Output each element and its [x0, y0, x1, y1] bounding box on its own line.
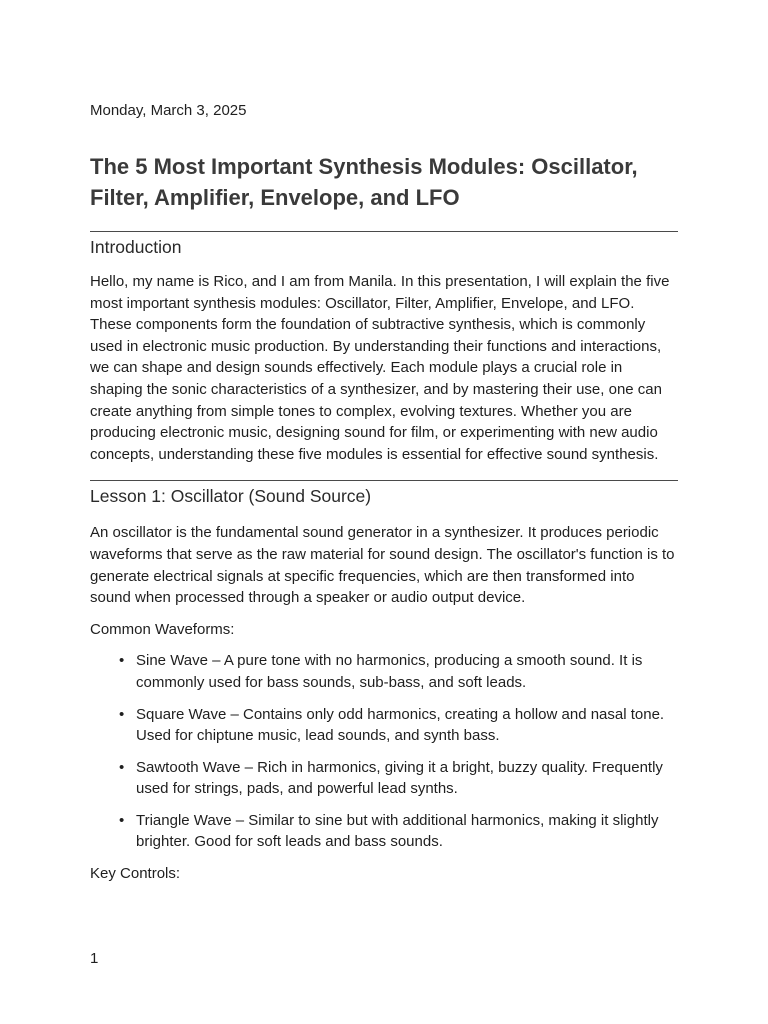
- bullet-icon: •: [119, 811, 125, 829]
- key-controls-label: Key Controls:: [90, 865, 181, 883]
- list-item: [119, 650, 678, 693]
- document-date: Monday, March 3, 2025: [90, 102, 247, 119]
- list-item: [119, 757, 678, 800]
- common-waveforms-label: Common Waveforms:: [90, 620, 235, 638]
- bullet-icon: •: [119, 705, 125, 723]
- bullet-icon: •: [119, 758, 125, 776]
- introduction-heading: Introduction: [90, 237, 182, 257]
- document-title: The 5 Most Important Synthesis Modules: Oscillator, Filter, Amplifier, Envelope, and LFO: [90, 154, 638, 210]
- list-item-text: Triangle Wave – Similar to sine but with additional harmonics, making it slightly brighter. Good for soft leads and bass sounds.: [136, 811, 659, 851]
- lesson-1-heading: Lesson 1: Oscillator (Sound Source): [90, 486, 372, 507]
- list-item-text: Sawtooth Wave – Rich in harmonics, giving it a bright, buzzy quality. Frequently used for strings, pads, and powerful lead synths.: [136, 758, 663, 798]
- list-item-text: Square Wave – Contains only odd harmonics, creating a hollow and nasal tone. Used for chiptune music, lead sounds, and synth bass.: [136, 705, 665, 745]
- list-item-text: Sine Wave – A pure tone with no harmonics, producing a smooth sound. It is commonly used for bass sounds, sub-bass, and soft leads.: [136, 652, 643, 691]
- introduction-paragraph: Hello, my name is Rico, and I am from Manila. In this presentation, I will explain the five most important synthesis modules: Oscillator, Filter, Amplifier, Envelope, and LFO. These components form the foundation of subtractive synthesis, which is commonly used in electronic music production. By understanding their functions and interactions, we can shape and design sounds effectively. Each module plays a crucial role in shaping the sonic characteristics of a synthesizer, and by mastering their use, one can create anything from simple tones to complex, evolving textures. Whether you are producing electronic music, designing sound for film, or experimenting with new audio concepts, understanding these five modules is essential for effective sound synthesis.: [90, 273, 670, 463]
- page-number: 1: [90, 950, 99, 967]
- lesson-1-paragraph: An oscillator is the fundamental sound generator in a synthesizer. It produces periodic waveforms that serve as the raw material for sound design. The oscillator's function is to generate electrical signals at specific frequencies, which are then transformed into sound when processed through a speaker or audio output device.: [90, 524, 675, 607]
- page-content: [90, 101, 678, 885]
- list-item: [119, 704, 678, 747]
- bullet-icon: •: [119, 652, 125, 670]
- introduction-section: [90, 231, 678, 465]
- waveforms-list: [90, 650, 678, 853]
- lesson-1-section: [90, 480, 678, 884]
- list-item: [119, 810, 678, 853]
